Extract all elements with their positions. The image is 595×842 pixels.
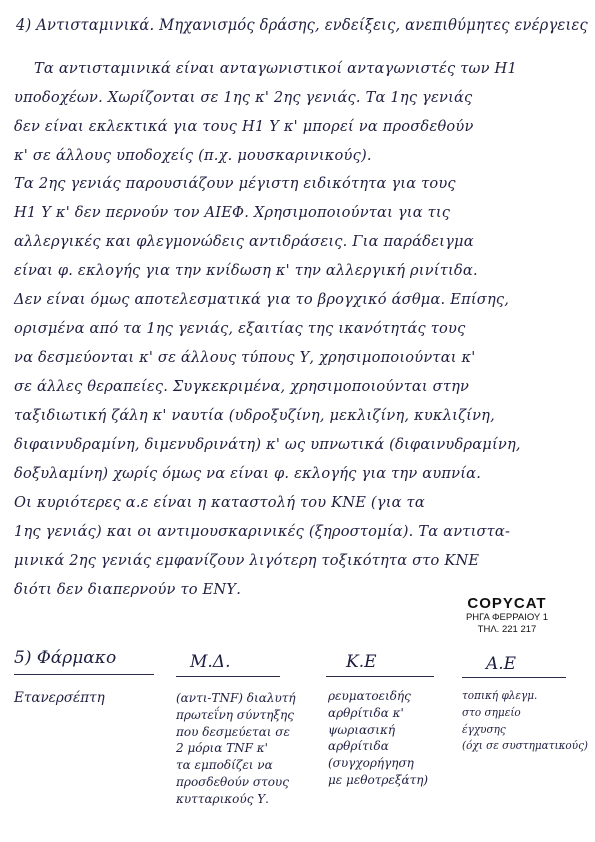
cell-line: προσδεθούν στους	[176, 774, 289, 789]
text-line: Δεν είναι όμως αποτελεσματικά για το βρογχικό άσθμα. Επίσης,	[14, 291, 510, 308]
header-indications: Κ.Ε	[346, 652, 377, 672]
indications-cell	[328, 688, 428, 789]
text-line: ταξιδιωτική ζάλη κ' ναυτία (υδροξυζίνη, μεκλιζίνη, κυκλιζίνη,	[14, 407, 495, 424]
text-line: δοξυλαμίνη) χωρίς όμως να είναι φ. εκλογής για την αυπνία.	[14, 465, 482, 482]
cell-line: τοπική φλεγμ.	[462, 689, 538, 702]
adverse-cell	[462, 688, 595, 755]
text-line: υποδοχέων. Χωρίζονται σε 1ης κ' 2ης γενιάς. Τα 1ης γενιάς	[14, 89, 473, 106]
text-line: Τα 2ης γενιάς παρουσιάζουν μέγιστη ειδικότητα για τους	[14, 175, 456, 192]
cell-line: τα εμποδίζει να	[176, 758, 273, 773]
cell-line: ρευματοειδής	[328, 689, 411, 703]
mechanism-cell	[176, 690, 296, 808]
cell-line: στο σημείο	[462, 705, 521, 719]
cell-line: που δεσμεύεται σε	[176, 724, 290, 739]
cell-line: Ετανερσέπτη	[14, 690, 105, 706]
text-line: δεν είναι εκλεκτικά για τους Η1 Υ κ' μπορεί να προσδεθούν	[14, 118, 474, 135]
cell-line: έγχυσης	[462, 722, 506, 736]
cell-line: (όχι σε συστηματικούς)	[462, 739, 589, 753]
cell-line: (αντι-TNF) διαλυτή	[176, 691, 296, 705]
cell-line: αρθρίτιδα κ'	[328, 705, 404, 720]
text-line: ορισμένα από τα 1ης γενιάς, εξαιτίας της ικανότητάς τους	[14, 320, 466, 337]
cell-line: ψωριασική	[328, 722, 396, 737]
text-line: να δεσμεύονται κ' σε άλλους τύπους Υ, χρησιμοποιούνται κ'	[14, 349, 476, 366]
header-drug: 5) Φάρμακο	[14, 648, 117, 668]
text-line: 1ης γενιάς) και οι αντιμουσκαρινικές (ξηροστομία). Τα αντιστα-	[14, 523, 511, 540]
text-line: κ' σε άλλους υποδοχείς (π.χ. μουσκαρινικούς).	[14, 147, 372, 164]
text-line: σε άλλες θεραπείες. Συγκεκριμένα, χρησιμοποιούνται στην	[14, 378, 470, 395]
text-line: Τα αντισταμινικά είναι ανταγωνιστικοί ανταγωνιστές των Η1	[34, 60, 517, 77]
header-underline	[14, 674, 154, 675]
header-underline	[326, 676, 434, 677]
header-underline	[176, 676, 280, 677]
header-underline	[462, 677, 566, 678]
stamp-address: ΡΗΓΑ ΦΕΡΡΑΙΟΥ 1	[465, 612, 549, 623]
header-adverse: Α.Ε	[486, 654, 517, 674]
stamp-name: COPYCAT	[467, 595, 547, 612]
text-line: Η1 Υ κ' δεν περνούν τον ΑΙΕΦ. Χρησιμοποιούνται για τις	[14, 204, 451, 221]
copyshop-stamp	[452, 596, 562, 634]
text-line: διότι δεν διαπερνούν το ΕΝΥ.	[14, 581, 242, 598]
cell-line: αρθρίτιδα	[328, 739, 389, 754]
text-line: Οι κυριότερες α.ε είναι η καταστολή του ΚΝΕ (για τα	[14, 494, 425, 511]
cell-line: κυτταρικούς Υ.	[176, 791, 269, 806]
cell-line: πρωτεΐνη σύντηξης	[176, 707, 294, 722]
cell-line: (συγχορήγηση	[328, 756, 414, 771]
cell-line: 2 μόρια TNF κ'	[176, 741, 268, 756]
text-line: διφαινυδραμίνη, διμενυδρινάτη) κ' ως υπνωτικά (διφαινυδραμίνη,	[14, 436, 521, 453]
cell-line: με μεθοτρεξάτη)	[328, 772, 429, 787]
drug-cell	[14, 690, 105, 707]
text-line: 4) Αντισταμινικά. Μηχανισμός δράσης, ενδείξεις, ανεπιθύμητες ενέργειες	[16, 16, 588, 34]
header-mechanism: Μ.Δ.	[190, 652, 231, 672]
text-line: είναι φ. εκλογής για την κνίδωση κ' την αλλεργική ρινίτιδα.	[14, 262, 478, 279]
text-line: μινικά 2ης γενιάς εμφανίζουν λιγότερη τοξικότητα στο ΚΝΕ	[14, 552, 480, 569]
stamp-phone: ΤΗΛ. 221 217	[477, 623, 537, 635]
text-line: αλλεργικές και φλεγμονώδεις αντιδράσεις. Για παράδειγμα	[14, 233, 474, 250]
